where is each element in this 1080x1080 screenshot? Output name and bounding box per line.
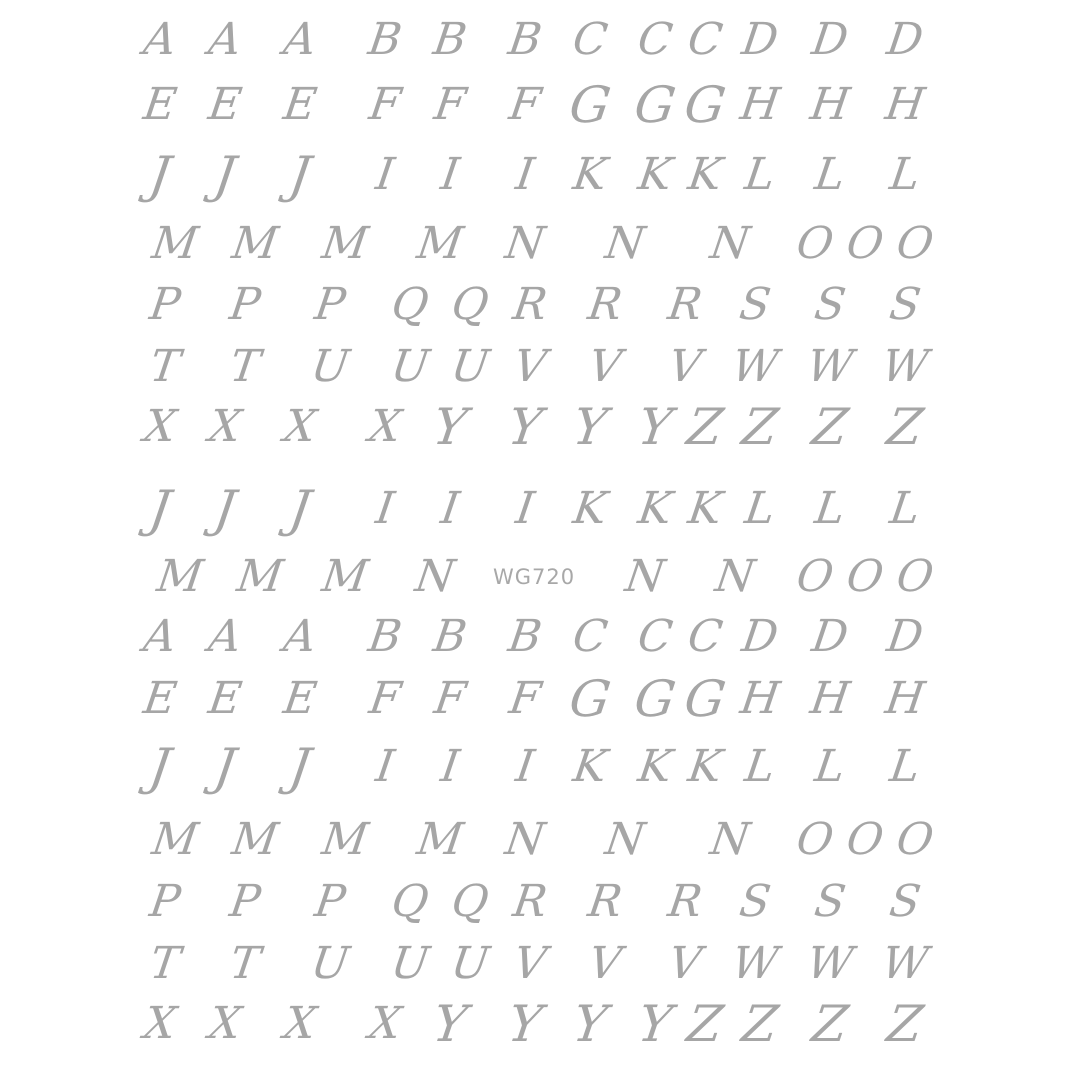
letter-h: H xyxy=(737,673,783,724)
letter-j: J xyxy=(285,480,315,538)
letter-r: R xyxy=(584,279,626,330)
letter-d: D xyxy=(738,611,782,662)
letter-d: D xyxy=(808,14,852,65)
letter-z: Z xyxy=(883,995,927,1053)
letter-h: H xyxy=(807,673,853,724)
letter-f: F xyxy=(506,79,544,130)
letter-o: O xyxy=(843,551,887,602)
letter-v: V xyxy=(510,938,550,989)
letter-a: A xyxy=(140,14,180,65)
letter-y: Y xyxy=(429,398,471,456)
letter-f: F xyxy=(506,673,544,724)
letter-q: Q xyxy=(448,876,492,927)
letter-d: D xyxy=(883,611,927,662)
letter-i: I xyxy=(437,149,463,200)
letter-k: K xyxy=(685,149,726,200)
letter-p: P xyxy=(146,279,184,330)
letter-x: X xyxy=(365,998,405,1049)
letter-f: F xyxy=(431,79,469,130)
letter-x: X xyxy=(140,998,180,1049)
letter-m: M xyxy=(318,814,372,865)
letter-h: H xyxy=(737,79,783,130)
letter-k: K xyxy=(570,483,611,534)
letter-l: L xyxy=(886,483,924,534)
letter-l: L xyxy=(811,741,849,792)
letter-o: O xyxy=(843,218,887,269)
letter-z: Z xyxy=(808,398,852,456)
letter-d: D xyxy=(738,14,782,65)
letter-b: B xyxy=(505,14,545,65)
letter-g: G xyxy=(565,670,615,728)
letter-j: J xyxy=(145,738,175,796)
letter-z: Z xyxy=(808,995,852,1053)
letter-j: J xyxy=(145,480,175,538)
letter-k: K xyxy=(685,483,726,534)
letter-c: C xyxy=(569,611,611,662)
letter-t: T xyxy=(146,938,184,989)
letter-s: S xyxy=(886,279,924,330)
letter-p: P xyxy=(226,876,264,927)
letter-u: U xyxy=(447,341,493,392)
letter-w: W xyxy=(878,341,932,392)
letter-e: E xyxy=(280,673,320,724)
letter-i: I xyxy=(372,483,398,534)
letter-b: B xyxy=(430,611,470,662)
letter-n: N xyxy=(502,814,548,865)
letter-o: O xyxy=(893,814,937,865)
letter-n: N xyxy=(707,218,753,269)
letter-b: B xyxy=(365,14,405,65)
letter-g: G xyxy=(680,76,730,134)
letter-o: O xyxy=(843,814,887,865)
letter-y: Y xyxy=(634,995,676,1053)
letter-b: B xyxy=(430,14,470,65)
letter-e: E xyxy=(280,79,320,130)
letter-o: O xyxy=(793,218,837,269)
letter-j: J xyxy=(210,738,240,796)
letter-j: J xyxy=(285,146,315,204)
letter-e: E xyxy=(205,79,245,130)
letter-m: M xyxy=(318,551,372,602)
letter-w: W xyxy=(803,341,857,392)
letter-p: P xyxy=(146,876,184,927)
letter-w: W xyxy=(803,938,857,989)
letter-n: N xyxy=(602,218,648,269)
letter-c: C xyxy=(684,14,726,65)
letter-z: Z xyxy=(683,398,727,456)
letter-m: M xyxy=(413,814,467,865)
letter-v: V xyxy=(665,938,705,989)
letter-r: R xyxy=(509,279,551,330)
letter-b: B xyxy=(365,611,405,662)
letter-h: H xyxy=(882,79,928,130)
letter-g: G xyxy=(630,670,680,728)
letter-x: X xyxy=(280,401,320,452)
letter-g: G xyxy=(680,670,730,728)
letter-u: U xyxy=(387,341,433,392)
letter-x: X xyxy=(140,401,180,452)
letter-m: M xyxy=(148,218,202,269)
letter-l: L xyxy=(741,483,779,534)
letter-u: U xyxy=(447,938,493,989)
letter-r: R xyxy=(664,876,706,927)
letter-c: C xyxy=(684,611,726,662)
letter-y: Y xyxy=(504,398,546,456)
letter-j: J xyxy=(210,146,240,204)
letter-d: D xyxy=(883,14,927,65)
letter-n: N xyxy=(622,551,668,602)
letter-x: X xyxy=(205,401,245,452)
letter-w: W xyxy=(728,341,782,392)
letter-i: I xyxy=(512,741,538,792)
letter-i: I xyxy=(437,741,463,792)
letter-v: V xyxy=(665,341,705,392)
letter-n: N xyxy=(707,814,753,865)
letter-o: O xyxy=(793,551,837,602)
letter-c: C xyxy=(634,611,676,662)
letter-v: V xyxy=(585,938,625,989)
letter-j: J xyxy=(145,146,175,204)
letter-e: E xyxy=(140,673,180,724)
letter-w: W xyxy=(728,938,782,989)
letter-s: S xyxy=(886,876,924,927)
letter-t: T xyxy=(226,938,264,989)
letter-l: L xyxy=(886,741,924,792)
letter-g: G xyxy=(565,76,615,134)
letter-x: X xyxy=(280,998,320,1049)
letter-j: J xyxy=(210,480,240,538)
letter-y: Y xyxy=(504,995,546,1053)
letter-a: A xyxy=(280,611,320,662)
letter-h: H xyxy=(882,673,928,724)
letter-m: M xyxy=(148,814,202,865)
letter-k: K xyxy=(570,149,611,200)
letter-l: L xyxy=(741,149,779,200)
letter-o: O xyxy=(893,551,937,602)
letter-u: U xyxy=(387,938,433,989)
letter-a: A xyxy=(280,14,320,65)
letter-p: P xyxy=(311,279,349,330)
letter-k: K xyxy=(635,483,676,534)
letter-q: Q xyxy=(388,876,432,927)
letter-a: A xyxy=(205,611,245,662)
letter-i: I xyxy=(512,149,538,200)
letter-f: F xyxy=(431,673,469,724)
letter-n: N xyxy=(712,551,758,602)
letter-r: R xyxy=(509,876,551,927)
letter-v: V xyxy=(585,341,625,392)
letter-e: E xyxy=(140,79,180,130)
product-code: WG720 xyxy=(493,565,576,589)
letter-u: U xyxy=(307,938,353,989)
letter-x: X xyxy=(365,401,405,452)
letter-p: P xyxy=(311,876,349,927)
letter-k: K xyxy=(635,149,676,200)
letter-z: Z xyxy=(738,398,782,456)
letter-f: F xyxy=(366,673,404,724)
letter-b: B xyxy=(505,611,545,662)
letter-t: T xyxy=(226,341,264,392)
letter-p: P xyxy=(226,279,264,330)
letter-l: L xyxy=(886,149,924,200)
letter-i: I xyxy=(372,741,398,792)
letter-m: M xyxy=(233,551,287,602)
letter-y: Y xyxy=(569,398,611,456)
letter-r: R xyxy=(584,876,626,927)
letter-o: O xyxy=(793,814,837,865)
letter-t: T xyxy=(146,341,184,392)
letter-i: I xyxy=(372,149,398,200)
letter-y: Y xyxy=(569,995,611,1053)
letter-m: M xyxy=(228,814,282,865)
letter-m: M xyxy=(318,218,372,269)
letter-q: Q xyxy=(388,279,432,330)
letter-k: K xyxy=(635,741,676,792)
letter-l: L xyxy=(811,483,849,534)
letter-u: U xyxy=(307,341,353,392)
letter-q: Q xyxy=(448,279,492,330)
letter-s: S xyxy=(736,876,774,927)
letter-a: A xyxy=(205,14,245,65)
letter-v: V xyxy=(510,341,550,392)
letter-k: K xyxy=(570,741,611,792)
letter-c: C xyxy=(634,14,676,65)
letter-c: C xyxy=(569,14,611,65)
letter-z: Z xyxy=(738,995,782,1053)
letter-r: R xyxy=(664,279,706,330)
letter-l: L xyxy=(811,149,849,200)
letter-a: A xyxy=(140,611,180,662)
letter-s: S xyxy=(811,279,849,330)
letter-n: N xyxy=(412,551,458,602)
letter-l: L xyxy=(741,741,779,792)
letter-m: M xyxy=(228,218,282,269)
letter-i: I xyxy=(512,483,538,534)
letter-j: J xyxy=(285,738,315,796)
letter-s: S xyxy=(811,876,849,927)
letter-f: F xyxy=(366,79,404,130)
letter-x: X xyxy=(205,998,245,1049)
letter-n: N xyxy=(502,218,548,269)
letter-i: I xyxy=(437,483,463,534)
letter-n: N xyxy=(602,814,648,865)
letter-d: D xyxy=(808,611,852,662)
letter-e: E xyxy=(205,673,245,724)
letter-y: Y xyxy=(429,995,471,1053)
letter-o: O xyxy=(893,218,937,269)
letter-y: Y xyxy=(634,398,676,456)
letter-z: Z xyxy=(883,398,927,456)
letter-s: S xyxy=(736,279,774,330)
letter-h: H xyxy=(807,79,853,130)
letter-w: W xyxy=(878,938,932,989)
letter-m: M xyxy=(153,551,207,602)
letter-g: G xyxy=(630,76,680,134)
letter-m: M xyxy=(413,218,467,269)
letter-k: K xyxy=(685,741,726,792)
letter-z: Z xyxy=(683,995,727,1053)
